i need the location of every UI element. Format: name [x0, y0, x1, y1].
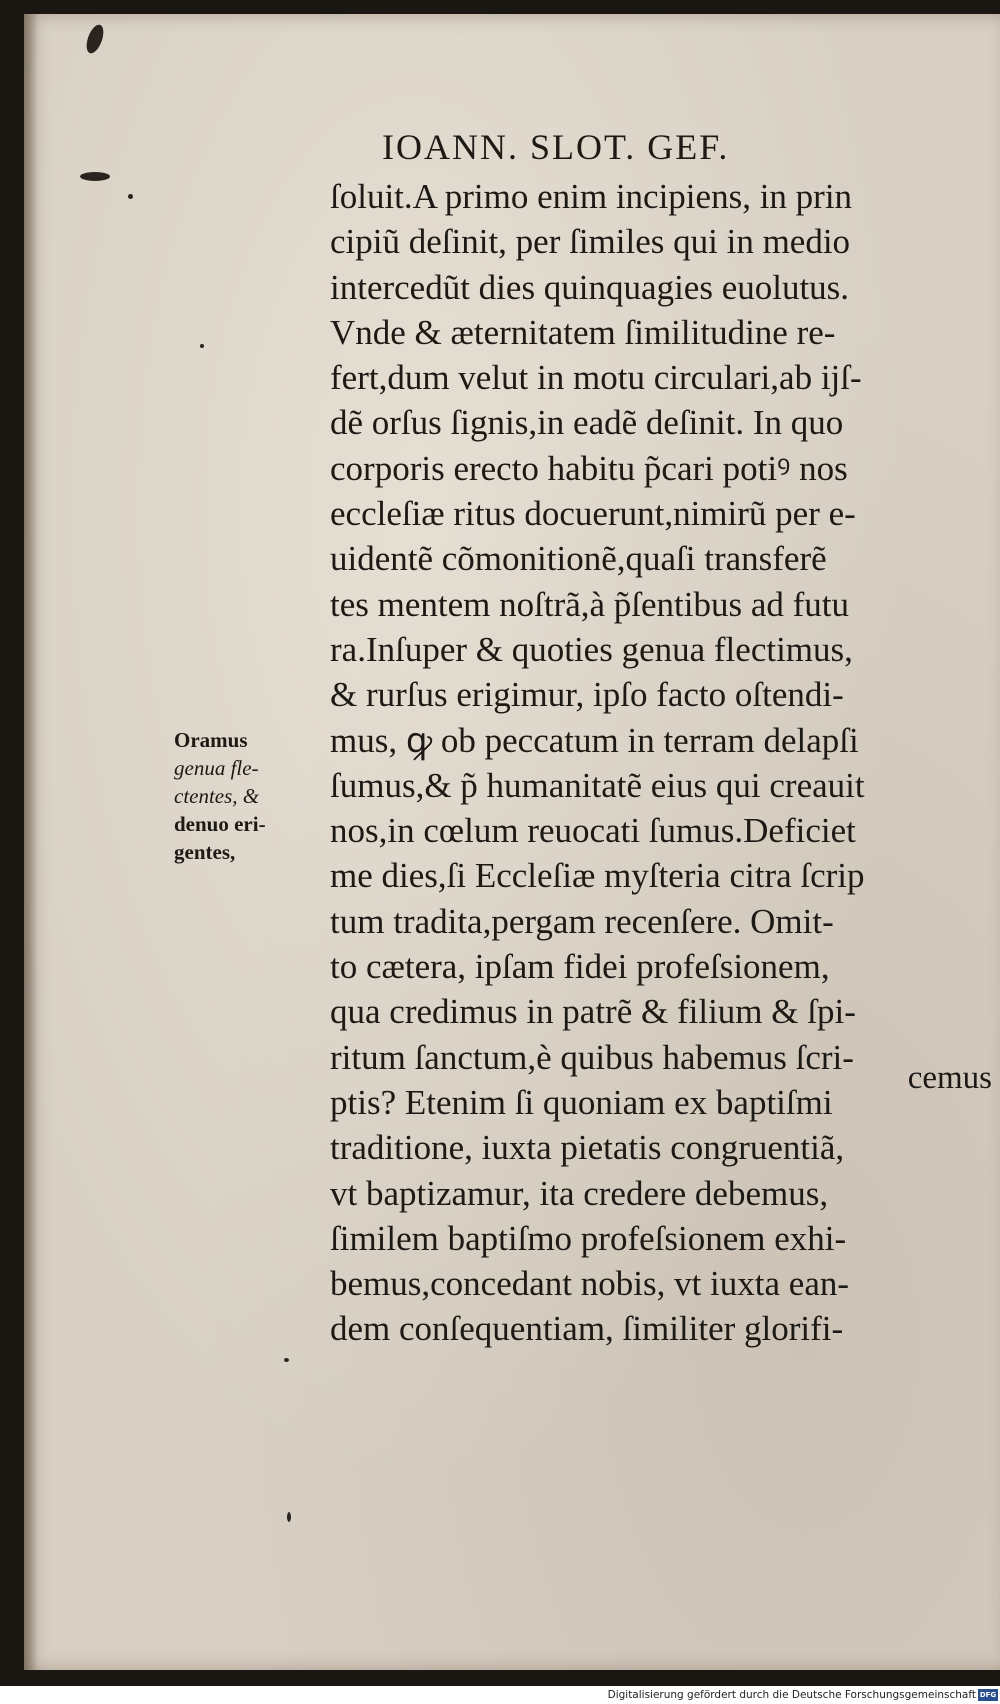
book-page: [24, 14, 1000, 1670]
text-line: intercedũt dies quinquagies euolutus.: [330, 267, 850, 307]
text-line: vt baptizamur, ita credere debemus,: [330, 1173, 829, 1213]
text-line: ptis? Etenim ſi quoniam ex baptiſmi: [330, 1082, 833, 1122]
text-line: ſimilem baptiſmo profeſsionem exhi-: [330, 1218, 847, 1258]
text-line: dem conſequentiam, ſimiliter glorifi-: [330, 1309, 844, 1349]
text-line: traditione, iuxta pietatis congruentiã,: [330, 1128, 845, 1168]
marginal-note-line: genua fle-: [174, 756, 259, 780]
text-line: fert,dum velut in motu circulari,ab ijſ-: [330, 358, 862, 398]
text-line: Vnde & æternitatem ſimilitudine re-: [330, 312, 836, 352]
ink-speck: [83, 23, 106, 56]
ink-speck: [80, 172, 110, 181]
ink-speck: [200, 344, 204, 348]
body-text: [330, 174, 994, 1352]
text-line: mus, ꝙ ob peccatum in terram delapſi: [330, 720, 859, 760]
marginal-note-line: ctentes, &: [174, 784, 260, 808]
ink-speck: [128, 194, 133, 199]
ink-speck: [284, 1358, 289, 1362]
text-line: dẽ orſus ſignis,in eadẽ deſinit. In quo: [330, 403, 844, 443]
running-head: IOANN. SLOT. GEF.: [382, 127, 730, 167]
text-line: ra.Inſuper & quoties genua flectimus,: [330, 629, 853, 669]
marginal-note-line: gentes,: [174, 840, 236, 864]
text-line: to cætera, ipſam fidei profeſsionem,: [330, 947, 830, 987]
text-line: & rurſus erigimur, ipſo facto oſtendi-: [330, 675, 844, 715]
catchword: cemus: [907, 1060, 992, 1096]
text-line: ſoluit.A primo enim incipiens, in prin: [330, 177, 853, 216]
digitization-credit: Digitalisierung gefördert durch die Deutsche Forschungsgemeinschaft: [607, 1689, 976, 1701]
text-line: corporis erecto habitu p̃cari potiꝰ nos: [330, 448, 848, 488]
page-binding-shadow: [24, 14, 38, 1670]
text-line: qua credimus in patrẽ & filium & ſpi-: [330, 992, 856, 1032]
text-line: bemus,concedant nobis, vt iuxta ean-: [330, 1264, 850, 1304]
ink-speck: [287, 1512, 291, 1522]
marginal-note: [174, 726, 324, 866]
text-line: cipiũ deſinit, per ſimiles qui in medio: [330, 222, 851, 262]
text-line: uidentẽ cõmonitionẽ,quaſi transferẽ: [330, 539, 827, 579]
text-line: tum tradita,pergam recenſere. Omit-: [330, 901, 834, 941]
marginal-note-line: denuo eri-: [174, 812, 266, 836]
text-line: ſumus,& p̃ humanitatẽ eius qui creauit: [330, 765, 865, 805]
dfg-logo-icon: DFG: [979, 1691, 997, 1699]
text-line: eccleſiæ ritus docuerunt,nimirũ per e-: [330, 494, 856, 534]
text-line: nos,in cœlum reuocati ſumus.Deficiet: [330, 811, 856, 851]
marginal-note-line: Oramus: [174, 728, 248, 752]
text-line: me dies,ſi Eccleſiæ myſteria citra ſcrip: [330, 856, 865, 896]
text-line: tes mentem noſtrã,à p̃ſentibus ad futu: [330, 584, 850, 624]
text-line: ritum ſanctum,è quibus habemus ſcri-: [330, 1037, 854, 1077]
